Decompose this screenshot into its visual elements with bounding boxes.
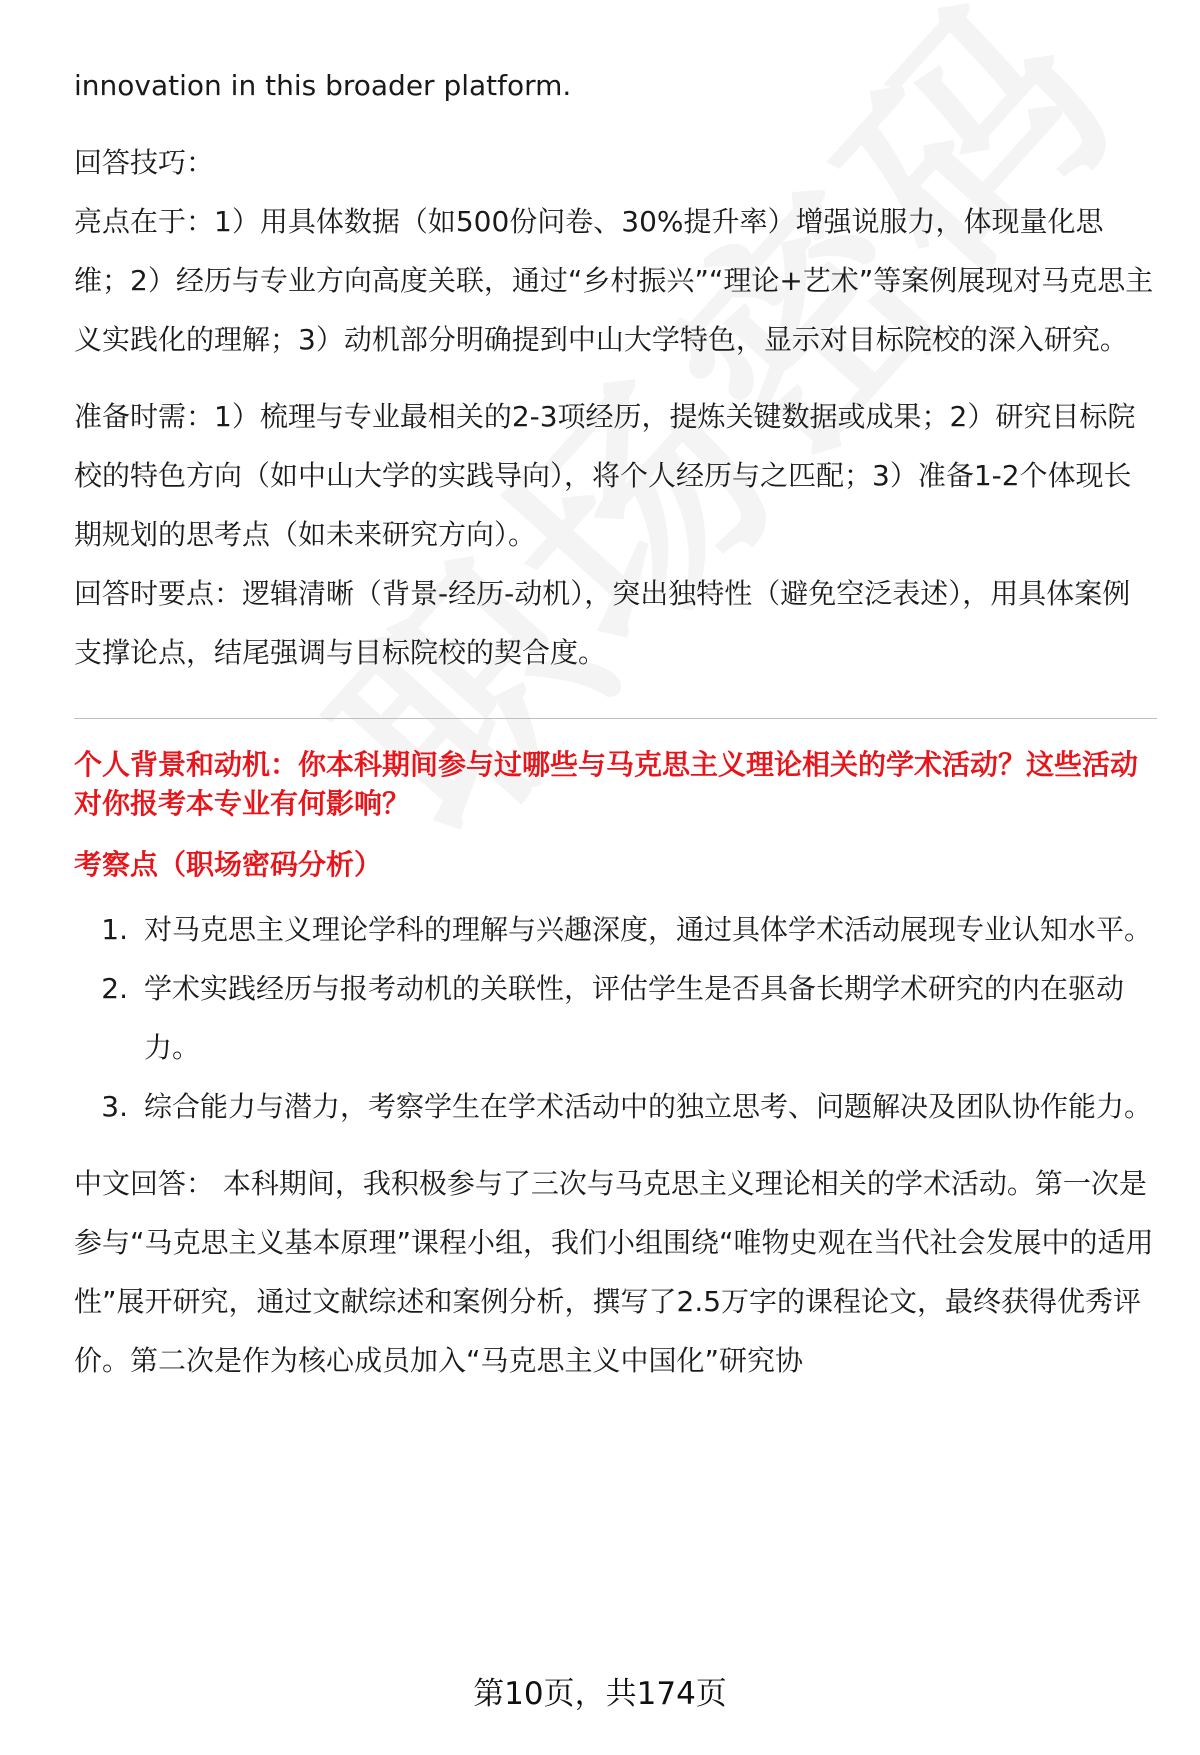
document-page [74, 0, 1157, 1390]
answer-points-paragraph: 回答时要点：逻辑清晰（背景-经历-动机），突出独特性（避免空泛表述），用具体案例支撑论点，结尾强调与目标院校的契合度。 [74, 577, 1131, 669]
page-footer: 第10页，共174页 [473, 1676, 727, 1712]
chinese-answer-paragraph: 中文回答： 本科期间，我积极参与了三次与马克思主义理论相关的学术活动。第一次是参与“马克思主义基本原理”课程小组，我们小组围绕“唯物史观在当代社会发展中的适用性”展开研究，通过文献综述和案例分析，撰写了2.5万字的课程论文，最终获得优秀评价。第二次是作为核心成员加入“马克思主义中国化”研究协 [74, 1167, 1154, 1377]
list-number: 3. [101, 1090, 128, 1123]
question-heading: 个人背景和动机：你本科期间参与过哪些与马克思主义理论相关的学术活动？这些活动对你报考本专业有何影响？ [74, 748, 1139, 820]
focus-points-list [74, 900, 1157, 1136]
tips-heading: 回答技巧： [74, 146, 215, 179]
list-number: 2. [101, 972, 128, 1005]
focus-heading: 考察点（职场密码分析） [74, 848, 383, 881]
list-item-text: 对马克思主义理论学科的理解与兴趣深度，通过具体学术活动展现专业认知水平。 [144, 913, 1153, 946]
intro-tail-text: innovation in this broader platform. [74, 69, 572, 102]
tips-highlight-paragraph: 亮点在于：1）用具体数据（如500份问卷、30%提升率）增强说服力，体现量化思维；2）经历与专业方向高度关联，通过“乡村振兴”“理论+艺术”等案例展现对马克思主义实践化的理解；3）动机部分明确提到中山大学特色，显示对目标院校的深入研究。 [74, 205, 1154, 356]
list-item-text: 综合能力与潜力，考察学生在学术活动中的独立思考、问题解决及团队协作能力。 [144, 1090, 1153, 1123]
list-item [74, 959, 1157, 1077]
list-number: 1. [101, 913, 128, 946]
prep-needed-paragraph: 准备时需：1）梳理与专业最相关的2-3项经历，提炼关键数据或成果；2）研究目标院校的特色方向（如中山大学的实践导向），将个人经历与之匹配；3）准备1-2个体现长期规划的思考点（如未来研究方向）。 [74, 400, 1136, 551]
list-item [74, 900, 1157, 959]
list-item-text: 学术实践经历与报考动机的关联性，评估学生是否具备长期学术研究的内在驱动力。 [144, 972, 1125, 1064]
section-divider [74, 718, 1157, 719]
list-item [74, 1077, 1157, 1136]
